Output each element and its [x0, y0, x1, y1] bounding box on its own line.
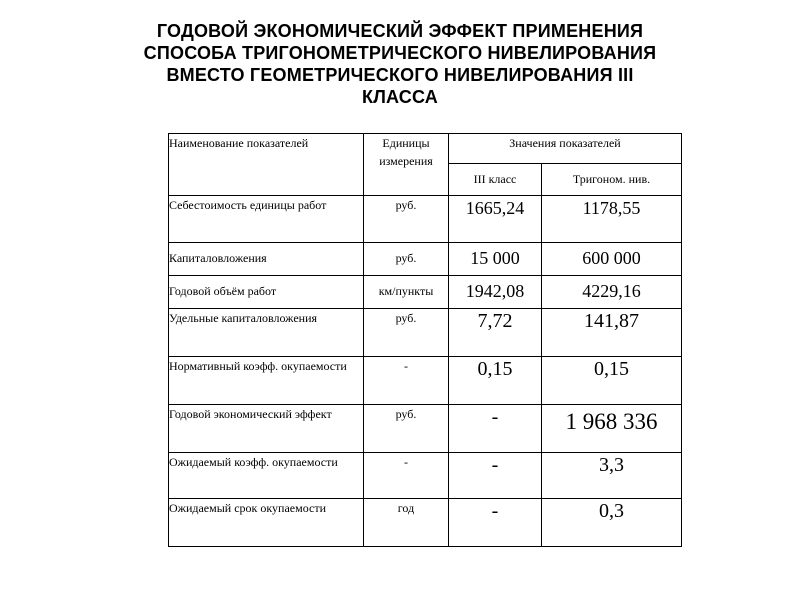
row-trig-value: 141,87 — [542, 309, 682, 357]
row-name: Удельные капиталовложения — [169, 309, 364, 357]
table-row — [169, 405, 682, 453]
table-row — [169, 243, 682, 276]
row-trig-value: 600 000 — [542, 243, 682, 276]
title-line-4: КЛАССА — [362, 87, 438, 107]
title-line-2: СПОСОБА ТРИГОНОМЕТРИЧЕСКОГО НИВЕЛИРОВАНИЯ — [143, 43, 657, 63]
row-class3-value: 15 000 — [449, 243, 542, 276]
row-class3-value: 1942,08 — [449, 276, 542, 309]
row-name: Годовой экономический эффект — [169, 405, 364, 453]
header-trig: Тригоном. нив. — [542, 164, 682, 196]
indicators-table — [168, 133, 682, 547]
row-name: Ожидаемый срок окупаемости — [169, 499, 364, 547]
table-row — [169, 309, 682, 357]
table-header-row — [169, 134, 682, 164]
row-name: Нормативный коэфф. окупаемости — [169, 357, 364, 405]
table-row — [169, 196, 682, 243]
row-unit: руб. — [364, 196, 449, 243]
title-line-1: ГОДОВОЙ ЭКОНОМИЧЕСКИЙ ЭФФЕКТ ПРИМЕНЕНИЯ — [156, 21, 644, 41]
row-trig-value: 4229,16 — [542, 276, 682, 309]
page-title — [60, 20, 740, 108]
row-unit: руб. — [364, 309, 449, 357]
row-unit: - — [364, 453, 449, 499]
row-unit: руб. — [364, 405, 449, 453]
row-name: Ожидаемый коэфф. окупаемости — [169, 453, 364, 499]
table-row — [169, 453, 682, 499]
row-class3-value: 1665,24 — [449, 196, 542, 243]
row-unit: год — [364, 499, 449, 547]
table-row — [169, 357, 682, 405]
header-values: Значения показателей — [449, 134, 682, 164]
row-name: Годовой объём работ — [169, 276, 364, 309]
row-name: Капиталовложения — [169, 243, 364, 276]
row-trig-value: 0,15 — [542, 357, 682, 405]
row-class3-value: 7,72 — [449, 309, 542, 357]
row-class3-value: - — [449, 499, 542, 547]
row-trig-value: 1 968 336 — [542, 405, 682, 453]
row-unit: - — [364, 357, 449, 405]
row-class3-value: 0,15 — [449, 357, 542, 405]
row-trig-value: 1178,55 — [542, 196, 682, 243]
row-trig-value: 0,3 — [542, 499, 682, 547]
table-row — [169, 276, 682, 309]
row-unit: руб. — [364, 243, 449, 276]
row-class3-value: - — [449, 405, 542, 453]
row-class3-value: - — [449, 453, 542, 499]
header-indicator-name: Наименование показателей — [169, 134, 364, 196]
row-trig-value: 3,3 — [542, 453, 682, 499]
header-unit: Единицы измерения — [364, 134, 449, 196]
row-unit: км/пункты — [364, 276, 449, 309]
table-row — [169, 499, 682, 547]
row-name: Себестоимость единицы работ — [169, 196, 364, 243]
title-line-3: ВМЕСТО ГЕОМЕТРИЧЕСКОГО НИВЕЛИРОВАНИЯ III — [166, 65, 634, 85]
header-class3: III класс — [449, 164, 542, 196]
